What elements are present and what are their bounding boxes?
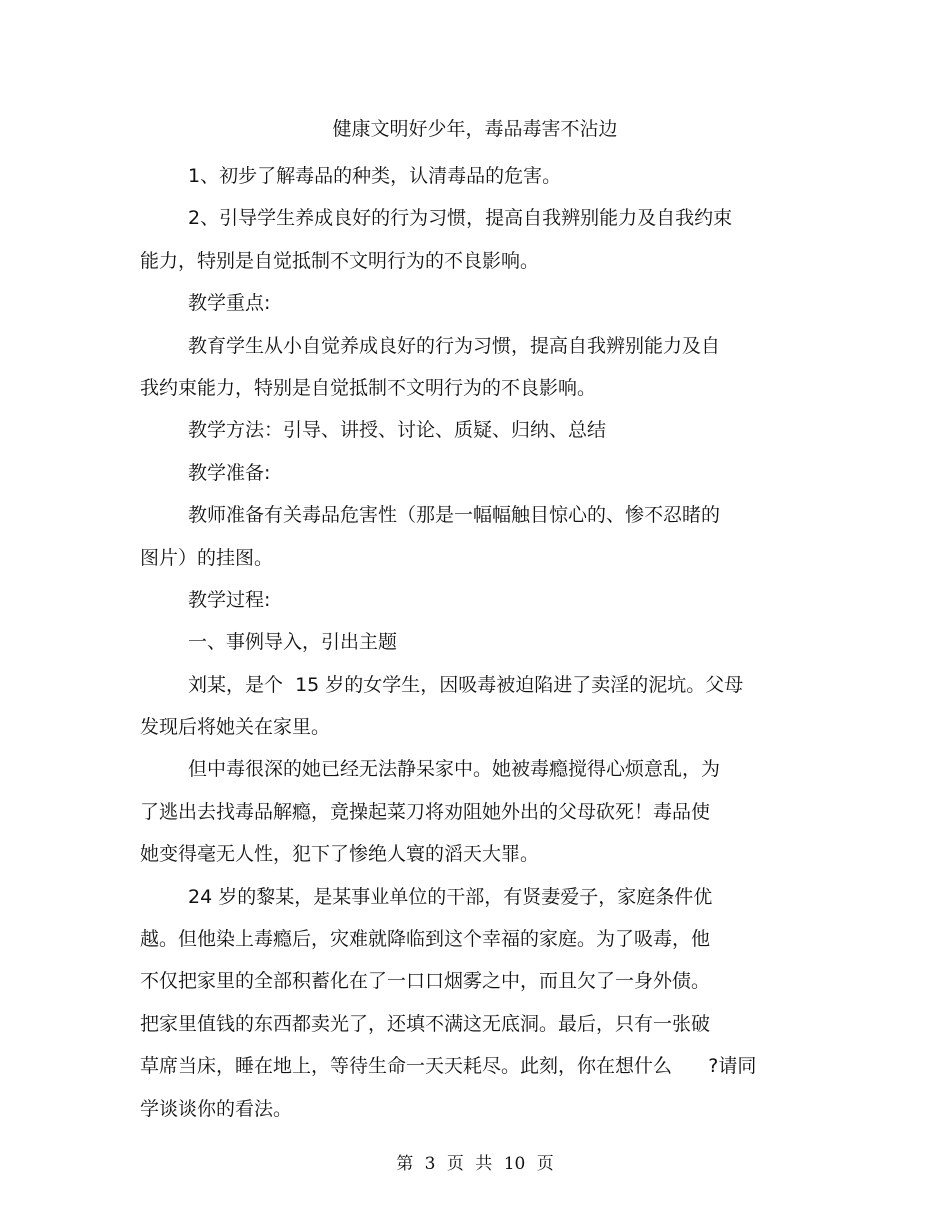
document-title: 健康文明好少年，毒品毒害不沾边 [332,118,618,140]
text-line: 把家里值钱的东西都卖光了，还填不满这无底洞。最后，只有一张破 [140,1012,711,1035]
text-line: 她变得毫无人性，犯下了惨绝人寰的滔天大罪。 [140,843,540,866]
text-line: 越。但他染上毒瘾后，灾难就降临到这个幸福的家庭。为了吸毒，他 [140,928,711,951]
section-heading: 教学方法：引导、讲授、讨论、质疑、归纳、总结 [188,419,607,442]
section-heading: 教学准备: [188,461,271,484]
text-line: 能力，特别是自觉抵制不文明行为的不良影响。 [140,249,540,272]
text-line: 草席当床，睡在地上，等待生命一天天耗尽。此刻，你在想什么 ?请同 [140,1055,757,1078]
section-heading: 一、事例导入，引出主题 [188,631,398,654]
text-line: 学谈谈你的看法。 [140,1097,293,1120]
text-line: 教师准备有关毒品危害性（那是一幅幅触目惊心的、惨不忍睹的 [188,504,721,527]
document-body [140,155,820,1130]
text-line: 不仅把家里的全部积蓄化在了一口口烟雾之中，而且欠了一身外债。 [140,970,711,993]
text-line: 24 岁的黎某，是某事业单位的干部，有贤妻爱子，家庭条件优 [188,885,713,908]
text-line: 但中毒很深的她已经无法静呆家中。她被毒瘾搅得心烦意乱，为 [188,758,721,781]
text-line: 了逃出去找毒品解瘾，竟操起菜刀将劝阻她外出的父母砍死！毒品使 [140,800,711,823]
text-line: 2、引导学生养成良好的行为习惯，提高自我辨别能力及自我约束 [188,207,733,230]
section-heading: 教学重点: [188,292,271,315]
page-number: 第 3 页 共 10 页 [396,1154,554,1174]
section-heading: 教学过程: [188,588,271,611]
text-line: 我约束能力，特别是自觉抵制不文明行为的不良影响。 [140,376,597,399]
text-line: 发现后将她关在家里。 [140,716,331,739]
text-line: 刘某，是个 15 岁的女学生，因吸毒被迫陷进了卖淫的泥坑。父母 [188,673,744,696]
text-line: 教育学生从小自觉养成良好的行为习惯，提高自我辨别能力及自 [188,334,721,357]
text-line: 图片）的挂图。 [140,546,274,569]
text-line: 1、初步了解毒品的种类，认清毒品的危害。 [188,165,562,187]
